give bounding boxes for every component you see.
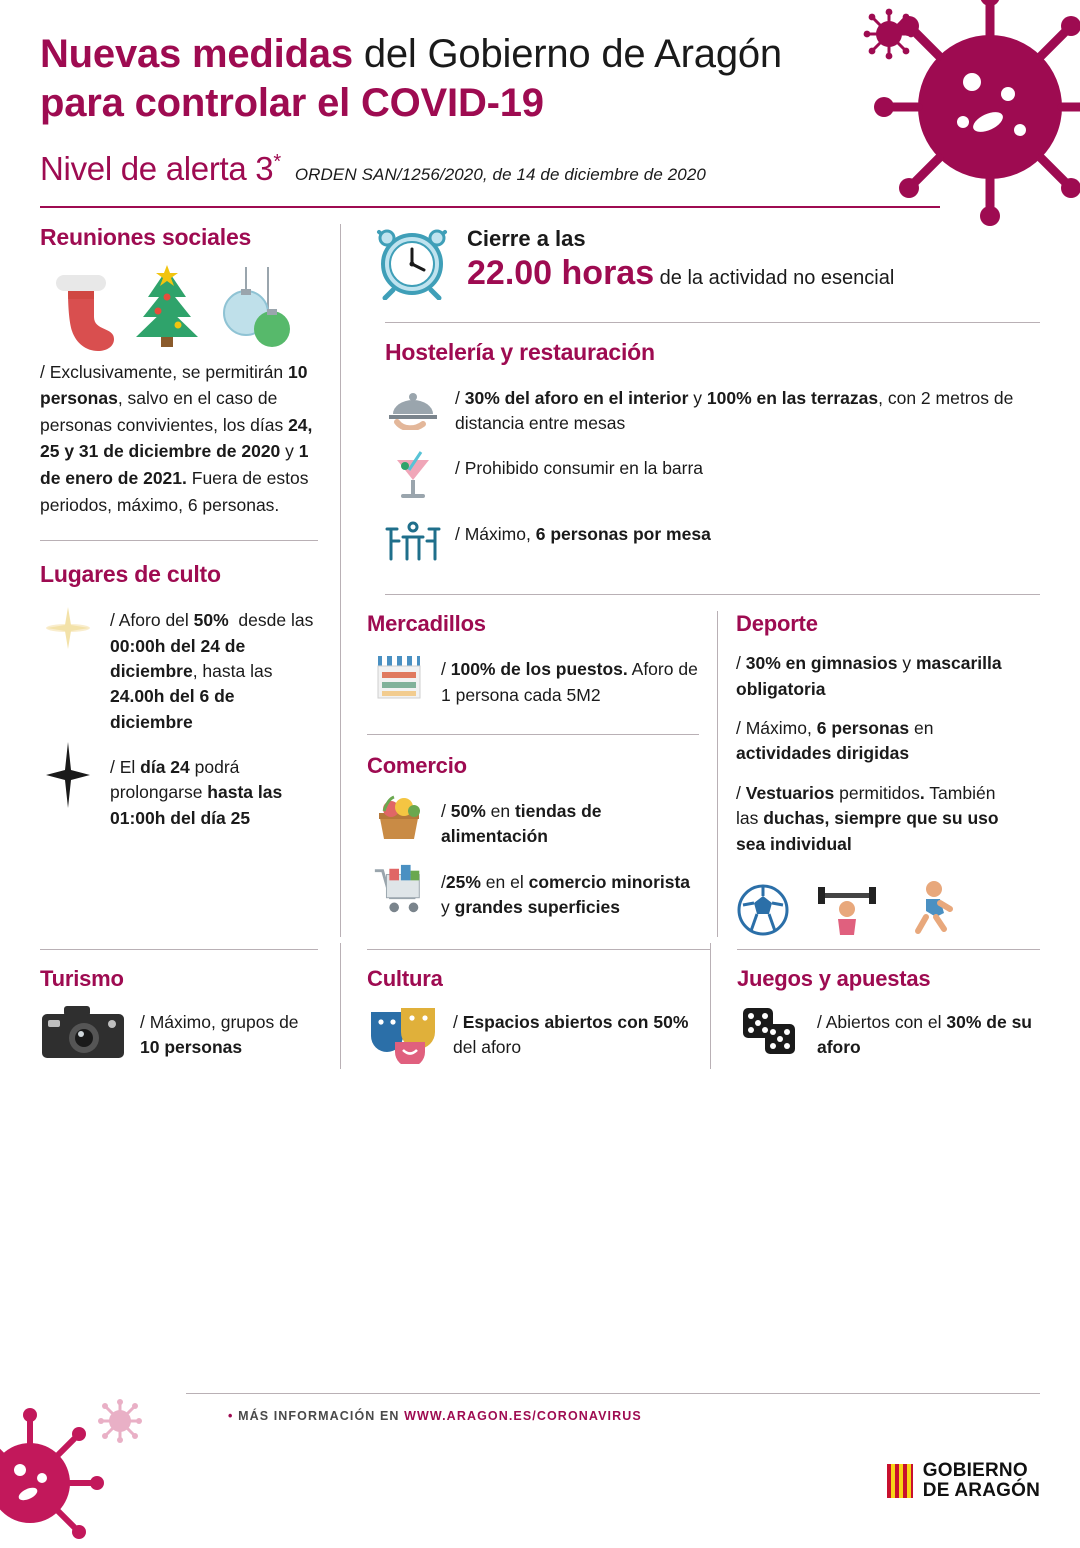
section-title-deporte: Deporte bbox=[736, 611, 818, 637]
right-divider-2 bbox=[385, 594, 1040, 595]
divider-turismo bbox=[40, 949, 318, 950]
lower-grid bbox=[367, 611, 1040, 937]
footer-info-prefix: MÁS INFORMACIÓN EN bbox=[238, 1409, 405, 1423]
cierre-text bbox=[467, 224, 894, 293]
right-column bbox=[340, 224, 1040, 937]
title-part1: Nuevas medidas bbox=[40, 32, 353, 76]
page-title bbox=[40, 30, 830, 128]
weightlifting-icon bbox=[816, 881, 878, 937]
deporte-bullet-3: / Vestuarios permitidos. También las duchas, siempre que su uso sea individual bbox=[736, 782, 999, 854]
shopping-cart-icon bbox=[371, 864, 427, 916]
comercio-item-2 bbox=[371, 864, 699, 921]
christmas-illustrations bbox=[44, 265, 318, 351]
header bbox=[0, 0, 1080, 188]
divider-mercadillos-comercio bbox=[367, 734, 699, 735]
cierre-label: Cierre a las bbox=[467, 225, 586, 251]
market-stall-icon bbox=[371, 651, 427, 703]
comercio-item-2-text: /25% en el comercio minorista y grandes superficies bbox=[441, 871, 691, 918]
theatre-masks-icon bbox=[367, 1002, 439, 1069]
government-logo-text bbox=[923, 1461, 1040, 1500]
reuniones-text: / Exclusivamente, se permitirán 10 personas, salvo en el caso de personas convivientes, los días 24, 25 y 31 de diciembre de 2020 y 1 de enero de 2021. Fuera de estos periodos, máximo, 6 personas. bbox=[40, 361, 313, 515]
dice-icon bbox=[737, 1002, 803, 1069]
divider-juegos bbox=[737, 949, 1040, 950]
hosteleria-item-3-text: / Máximo, 6 personas por mesa bbox=[455, 524, 711, 545]
cierre-hours: 22.00 horas bbox=[467, 253, 655, 292]
juegos-text: / Abiertos con el 30% de su aforo bbox=[817, 1012, 1032, 1058]
footer-info bbox=[228, 1409, 642, 1423]
christmas-baubles-icon bbox=[220, 265, 292, 351]
alert-level-asterisk: * bbox=[273, 150, 281, 173]
hosteleria-item-2-text: / Prohibido consumir en la barra bbox=[455, 458, 704, 479]
coronavirus-illustration-bottom-small bbox=[98, 1399, 142, 1443]
column-cultura bbox=[340, 943, 710, 1069]
sports-illustrations bbox=[736, 879, 1022, 937]
juegos-item bbox=[737, 1002, 1040, 1069]
orden-reference: ORDEN SAN/1256/2020, de 14 de diciembre de 2020 bbox=[294, 164, 706, 184]
hosteleria-item-1 bbox=[385, 380, 1040, 437]
comercio-item-1-text: / 50% en tiendas de alimentación bbox=[441, 801, 602, 847]
footer-divider bbox=[186, 1393, 1040, 1394]
alarm-clock-icon bbox=[375, 224, 449, 300]
government-logo bbox=[887, 1461, 1040, 1500]
alert-level bbox=[40, 150, 281, 188]
bottom-band bbox=[0, 943, 1080, 1069]
hosteleria-item-1-text: / 30% del aforo en el interior y 100% en las terrazas, con 2 metros de distancia entre mesas bbox=[455, 387, 1014, 433]
section-title-comercio: Comercio bbox=[367, 753, 467, 779]
column-mercadillos-comercio bbox=[367, 611, 717, 937]
cocktail-icon bbox=[385, 450, 441, 502]
column-juegos bbox=[710, 943, 1040, 1069]
running-icon bbox=[904, 879, 958, 937]
section-title-reuniones: Reuniones sociales bbox=[40, 223, 252, 250]
left-column bbox=[40, 224, 340, 937]
turismo-item bbox=[40, 1002, 318, 1069]
coronavirus-illustration-small-top bbox=[863, 8, 915, 60]
hosteleria-item-2 bbox=[385, 450, 1040, 502]
divider-cultura bbox=[367, 949, 710, 950]
camera-icon bbox=[40, 1002, 126, 1069]
turismo-text: / Máximo, grupos de 10 personas bbox=[140, 1012, 299, 1058]
food-basket-icon bbox=[371, 793, 427, 845]
aragon-flag-icon bbox=[887, 1464, 913, 1498]
star-burst-icon bbox=[40, 749, 96, 801]
mercadillos-text: / 100% de los puestos. Aforo de 1 persona cada 5M2 bbox=[441, 659, 698, 705]
cultura-item bbox=[367, 1002, 710, 1069]
deporte-bullet-1: / 30% en gimnasios y mascarilla obligatoria bbox=[736, 653, 1002, 699]
deporte-bullet-2: / Máximo, 6 personas en actividades dirigidas bbox=[736, 718, 934, 764]
christmas-stocking-icon bbox=[44, 269, 114, 351]
cierre-detail bbox=[467, 254, 894, 293]
title-part2: del Gobierno de Aragón bbox=[352, 32, 782, 76]
footer-url[interactable]: WWW.ARAGON.ES/CORONAVIRUS bbox=[404, 1409, 642, 1423]
main-content bbox=[0, 224, 1080, 937]
star-sparkle-icon bbox=[40, 602, 96, 654]
gov-line-2: DE ARAGÓN bbox=[922, 1479, 1040, 1501]
christmas-tree-icon bbox=[128, 265, 206, 351]
soccer-ball-icon bbox=[736, 883, 790, 937]
gov-line-1: GOBIERNO bbox=[922, 1460, 1028, 1482]
title-part3: para controlar el COVID-19 bbox=[40, 80, 544, 125]
cierre-block bbox=[367, 224, 1040, 300]
right-divider-1 bbox=[385, 322, 1040, 323]
section-title-juegos: Juegos y apuestas bbox=[737, 965, 931, 991]
column-deporte bbox=[717, 611, 1040, 937]
section-title-turismo: Turismo bbox=[40, 965, 124, 991]
culto-item-2: / El día 24 podrá prolongarse hasta las 01:00h del día 25 bbox=[110, 757, 283, 828]
section-title-mercadillos: Mercadillos bbox=[367, 611, 486, 637]
section-title-culto: Lugares de culto bbox=[40, 561, 221, 588]
section-title-hosteleria: Hostelería y restauración bbox=[385, 338, 655, 365]
culto-item-1: / Aforo del 50% desde las 00:00h del 24 de diciembre, hasta las 24.00h del 6 de diciembre bbox=[110, 610, 314, 732]
footer bbox=[0, 1383, 1080, 1528]
alert-level-text: Nivel de alerta 3 bbox=[40, 149, 274, 187]
left-divider-1 bbox=[40, 540, 318, 541]
column-turismo bbox=[40, 943, 340, 1069]
header-divider bbox=[40, 206, 940, 208]
table-chairs-icon bbox=[385, 516, 441, 568]
footer-bullet: • bbox=[228, 1409, 234, 1423]
room-service-icon bbox=[385, 380, 441, 432]
cultura-text: / Espacios abiertos con 50% del aforo bbox=[453, 1012, 689, 1058]
cierre-rest: de la actividad no esencial bbox=[654, 266, 895, 289]
comercio-item-1 bbox=[371, 793, 699, 850]
section-title-cultura: Cultura bbox=[367, 965, 443, 991]
mercadillos-item bbox=[371, 651, 699, 708]
hosteleria-item-3 bbox=[385, 516, 1040, 568]
